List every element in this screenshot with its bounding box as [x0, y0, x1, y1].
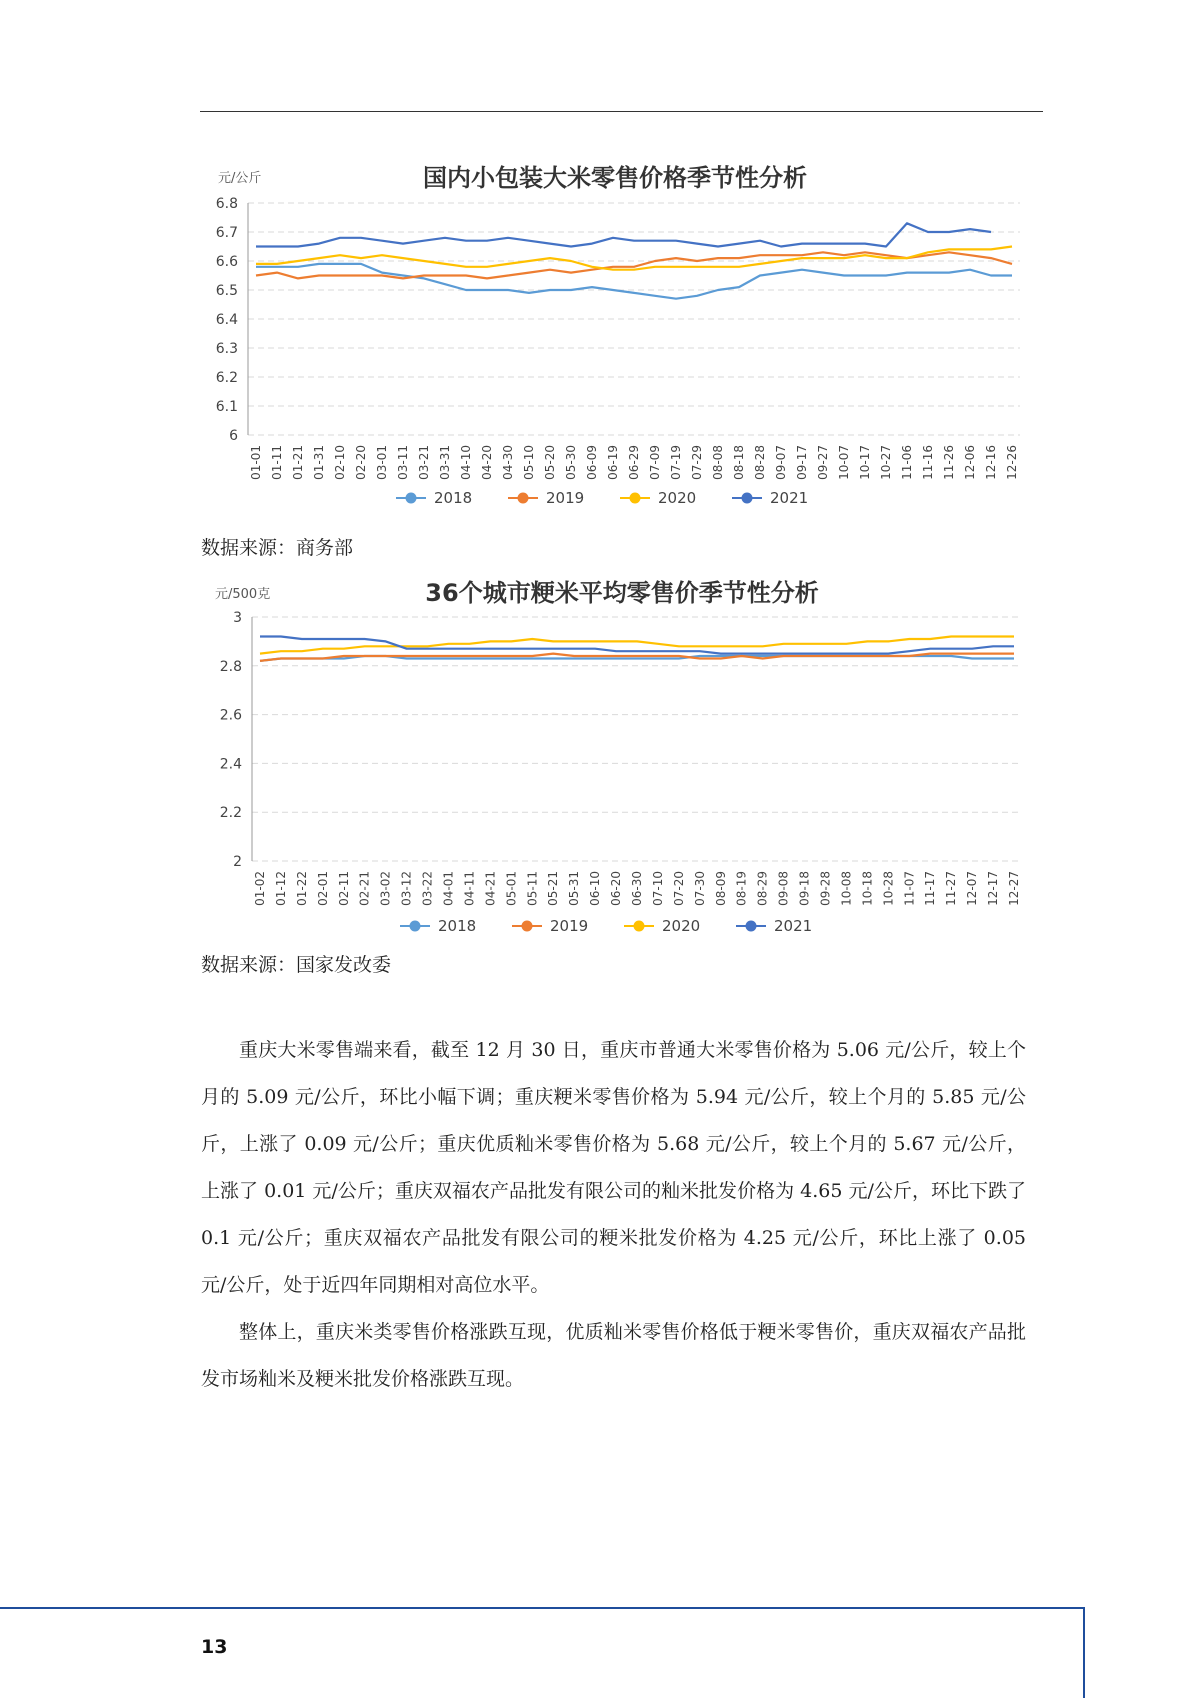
y-tick-label: 6.5 [215, 283, 238, 299]
x-tick-label: 11-26 [942, 445, 956, 480]
x-tick-label: 09-08 [776, 871, 791, 906]
y-tick-label: 2 [233, 854, 242, 870]
x-tick-label: 07-19 [669, 445, 683, 480]
x-tick-label: 04-10 [459, 445, 473, 480]
x-tick-label: 04-30 [501, 445, 515, 480]
legend-label: 2020 [658, 489, 697, 507]
x-tick-label: 04-01 [441, 871, 456, 906]
page-number: 13 [201, 1636, 228, 1658]
x-tick-label: 08-18 [732, 445, 746, 480]
source-note-2: 数据来源：国家发改委 [201, 954, 392, 976]
y-tick-label: 2.8 [219, 658, 242, 675]
x-tick-label: 05-10 [522, 445, 536, 480]
x-tick-label: 12-17 [986, 871, 1001, 906]
x-tick-label: 01-01 [249, 445, 263, 480]
legend-marker-2020 [634, 921, 645, 932]
x-tick-label: 08-08 [711, 445, 725, 480]
y-tick-label: 6.6 [215, 254, 238, 270]
x-tick-label: 09-17 [795, 445, 809, 480]
x-tick-label: 08-09 [713, 871, 728, 906]
x-tick-label: 05-20 [543, 445, 557, 480]
x-tick-label: 08-29 [755, 871, 770, 906]
source-note-1: 数据来源：商务部 [201, 537, 354, 559]
x-tick-label: 05-11 [525, 871, 540, 906]
x-tick-label: 11-17 [923, 871, 938, 906]
x-tick-label: 01-31 [312, 445, 326, 480]
x-tick-label: 01-22 [294, 871, 309, 906]
body-paragraph-2: 整体上，重庆米类零售价格涨跌互现，优质籼米零售价格低于粳米零售价，重庆双福农产品批发市场籼米及粳米批发价格涨跌互现。 [201, 1321, 1026, 1390]
x-tick-label: 07-20 [671, 871, 686, 906]
y-tick-label: 6.7 [215, 225, 238, 241]
x-tick-label: 10-08 [839, 871, 854, 906]
x-tick-label: 12-07 [965, 871, 980, 906]
x-tick-label: 02-20 [354, 445, 368, 480]
legend-label: 2020 [662, 917, 701, 935]
x-tick-label: 03-12 [399, 871, 414, 906]
x-tick-label: 07-10 [650, 871, 665, 906]
x-tick-label: 03-21 [417, 445, 431, 480]
series-line-2019 [260, 654, 1014, 661]
y-tick-label: 6.2 [215, 370, 238, 386]
legend-label: 2018 [438, 917, 477, 935]
x-tick-label: 06-20 [609, 871, 624, 906]
x-tick-label: 09-18 [797, 871, 812, 906]
x-tick-label: 03-31 [438, 445, 452, 480]
y-tick-label: 6 [229, 428, 238, 444]
x-tick-label: 01-11 [270, 445, 284, 480]
body-paragraph-1: 重庆大米零售端来看，截至 12 月 30 日，重庆市普通大米零售价格为 5.06 元/公斤，较上个月的 5.09 元/公斤，环比小幅下调；重庆粳米零售价格为 5.94 元/公斤，较上个月的 5.85 元/公斤，上涨了 0.09 元/公斤；重庆优质籼米零售价格为 5.68 元/公斤，较上个月的 5.67 元/公斤，上涨了 0.01 元/公斤；重庆双福农产品批发有限公司的籼米批发价格为 4.65 元/公斤，环比下跌了 0.1 元/公斤；重庆双福农产品批发有限公司的粳米批发价格为 4.25 元/公斤，环比上涨了 0.05 元/公斤，处于近四年同期相对高位水平。 [201, 1039, 1026, 1296]
x-tick-label: 02-21 [357, 871, 372, 906]
y-tick-label: 2.2 [219, 805, 242, 822]
x-tick-label: 05-21 [546, 871, 561, 906]
x-tick-label: 03-11 [396, 445, 410, 480]
x-tick-label: 10-18 [860, 871, 875, 906]
x-tick-label: 07-09 [648, 445, 662, 480]
legend-label: 2021 [774, 917, 813, 935]
x-tick-label: 11-06 [900, 445, 914, 480]
x-tick-label: 03-02 [378, 871, 393, 906]
x-tick-label: 05-31 [567, 871, 582, 906]
legend-marker-2021 [746, 921, 757, 932]
chart-unit: 元/500克 [215, 587, 271, 602]
legend-label: 2018 [434, 489, 473, 507]
x-tick-label: 03-22 [420, 871, 435, 906]
x-tick-label: 10-27 [879, 445, 893, 480]
x-tick-label: 08-28 [753, 445, 767, 480]
x-tick-label: 03-01 [375, 445, 389, 480]
x-tick-label: 10-28 [881, 871, 896, 906]
x-tick-label: 02-01 [315, 871, 330, 906]
x-tick-label: 12-26 [1005, 445, 1019, 480]
chart-legend [400, 917, 812, 935]
x-tick-label: 09-07 [774, 445, 788, 480]
x-tick-label: 01-02 [253, 871, 267, 906]
legend-label: 2019 [550, 917, 589, 935]
y-tick-label: 2.4 [219, 756, 242, 773]
x-tick-label: 12-27 [1007, 871, 1021, 906]
x-tick-label: 02-11 [336, 871, 351, 906]
y-tick-label: 6.1 [215, 399, 238, 415]
x-tick-label: 12-06 [963, 445, 977, 480]
chart-unit: 元/公斤 [218, 171, 262, 186]
x-tick-label: 05-01 [504, 871, 519, 906]
x-tick-label: 11-07 [902, 871, 917, 906]
legend-label: 2021 [770, 489, 809, 507]
y-tick-label: 3 [233, 610, 242, 626]
x-tick-label: 04-21 [483, 871, 498, 906]
x-tick-label: 06-29 [627, 445, 641, 480]
x-tick-label: 06-10 [588, 871, 603, 906]
x-tick-label: 04-11 [462, 871, 477, 906]
x-tick-label: 10-17 [858, 445, 872, 480]
x-tick-label: 01-21 [291, 445, 305, 480]
legend-label: 2019 [546, 489, 585, 507]
x-tick-label: 10-07 [837, 445, 851, 480]
y-tick-label: 6.3 [215, 341, 238, 357]
x-tick-label: 11-27 [944, 871, 959, 906]
y-tick-label: 6.8 [215, 196, 238, 212]
x-tick-label: 05-30 [564, 445, 578, 480]
x-tick-label: 04-20 [480, 445, 494, 480]
legend-marker-2018 [410, 921, 421, 932]
chart-title: 国内小包装大米零售价格季节性分析 [423, 164, 807, 192]
x-tick-label: 09-28 [818, 871, 833, 906]
x-tick-label: 12-16 [984, 445, 998, 480]
x-tick-label: 06-09 [585, 445, 599, 480]
x-tick-label: 08-19 [734, 871, 749, 906]
legend-marker-2019 [522, 921, 533, 932]
x-tick-label: 02-10 [333, 445, 347, 480]
x-tick-label: 06-30 [630, 871, 644, 906]
x-tick-label: 11-16 [921, 445, 935, 480]
x-tick-label: 07-30 [692, 871, 707, 906]
footer-rule [0, 1607, 1085, 1609]
x-tick-label: 07-29 [690, 445, 704, 480]
y-tick-label: 6.4 [215, 312, 238, 328]
y-tick-label: 2.6 [219, 707, 242, 724]
footer-rule-vertical [1083, 1607, 1085, 1698]
x-tick-label: 01-12 [273, 871, 288, 906]
chart-title: 36个城市粳米平均零售价季节性分析 [425, 579, 819, 607]
x-tick-label: 06-19 [606, 445, 620, 480]
x-tick-label: 09-27 [816, 445, 830, 480]
